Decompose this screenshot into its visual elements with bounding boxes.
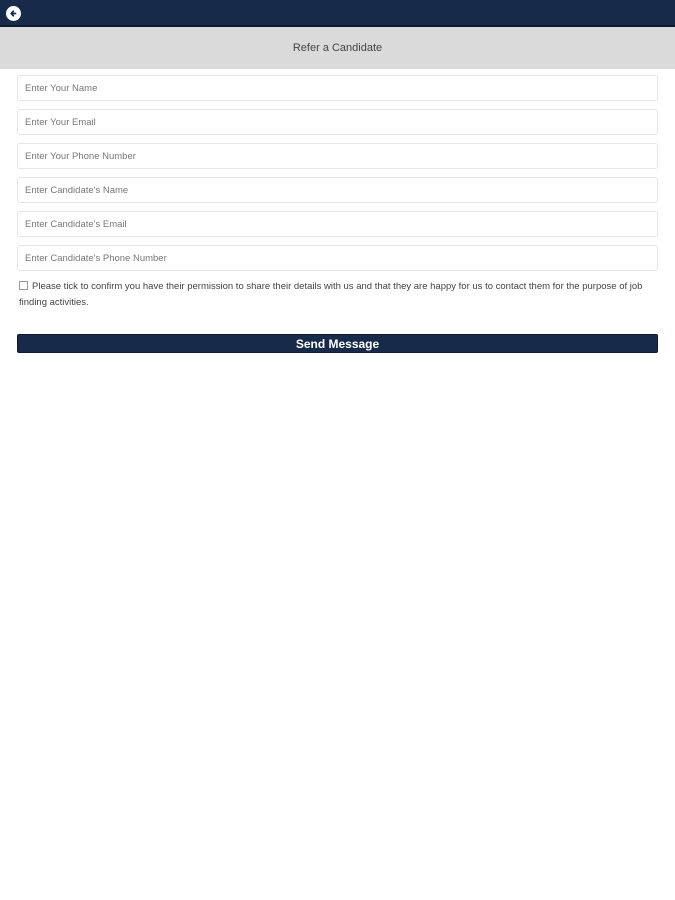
candidate-phone-field[interactable] [17,245,658,271]
your-name-field[interactable] [17,75,658,101]
candidate-phone-input[interactable] [18,246,657,270]
top-app-bar [0,0,675,27]
candidate-email-input[interactable] [18,212,657,236]
your-name-input[interactable] [18,76,657,100]
consent-text: Please tick to confirm you have their permission to share their details with us and that they are happy for us to contact them for the purpose of job finding activities. [19,281,643,308]
page-title-bar [0,27,675,69]
your-phone-input[interactable] [18,144,657,168]
send-message-button[interactable]: Send Message [17,334,658,353]
arrow-left-circle-icon [8,8,19,19]
your-email-input[interactable] [18,110,657,134]
page-title: Refer a Candidate [292,42,383,54]
your-email-field[interactable] [17,109,658,135]
back-button[interactable] [6,6,21,21]
candidate-name-input[interactable] [18,178,657,202]
consent-checkbox[interactable] [19,281,28,290]
your-phone-field[interactable] [17,143,658,169]
candidate-name-field[interactable] [17,177,658,203]
candidate-email-field[interactable] [17,211,658,237]
consent-row [19,279,664,311]
